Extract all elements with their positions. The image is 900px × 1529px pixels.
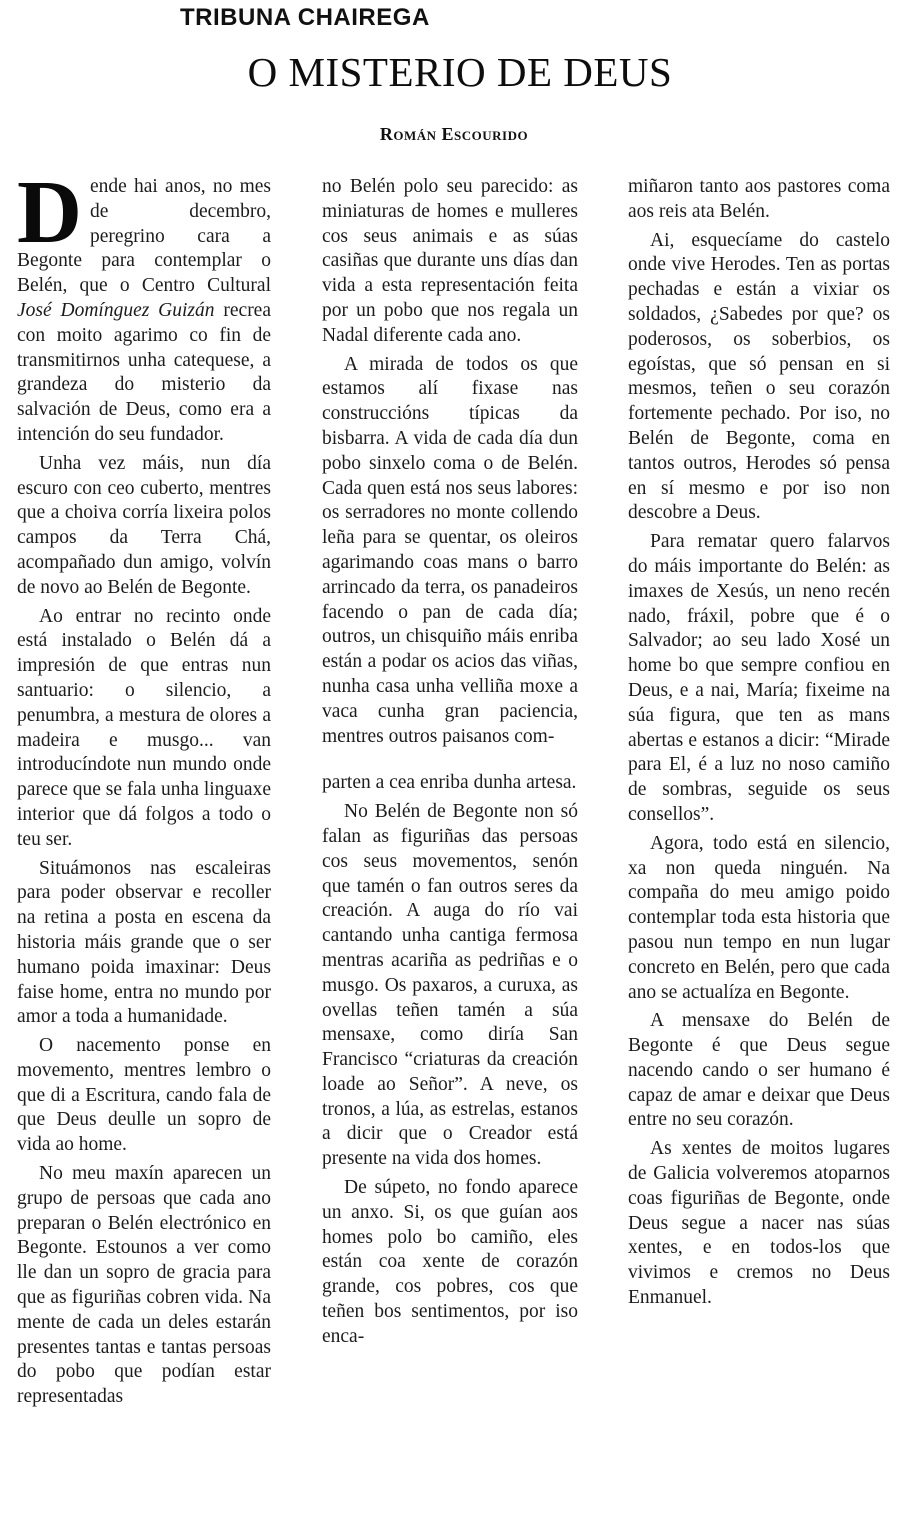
article-paragraph: Unha vez máis, nun día escuro con ceo cuberto, mentres que a choiva corría lixeira polos campos da Terra Chá, acompañado dun amigo, volvín de novo ao Belén de Begonte. — [17, 452, 271, 598]
paragraph-text: recrea con moito agarimo co fin de transmitirnos unha catequese, a grandeza do misterio da salvación de Deus, como era a intención do seu fundador. — [17, 299, 271, 445]
article-paragraph: A mensaxe do Belén de Begonte é que Deus segue nacendo cando o ser humano é capaz de amar e deixar que Deus entre no seu corazón. — [628, 1010, 890, 1131]
article-headline: O MISTERIO DE DEUS — [247, 49, 673, 95]
article-paragraph: De súpeto, no fondo aparece un anxo. Si, os que guían aos homes polo bo camiño, eles están coa xente de corazón grande, cos pobres, cos que teñen bos sentimentos, por iso enca- — [322, 1177, 578, 1347]
article-paragraph: miñaron tanto aos pastores coma aos reis ata Belén. — [628, 176, 890, 222]
article-paragraph: Situámonos nas escaleiras para poder observar e recoller na retina a posta en escena da historia máis grande que o ser humano poida imaxinar: Deus faise home, entra no mundo por amor a toda a humanidade. — [17, 857, 271, 1028]
section-header: TRIBUNA CHAIREGA — [180, 4, 430, 31]
paragraph-text: ende hai anos, no mes de decembro, peregrino cara a Begonte para contemplar o Belén, que o Centro Cultural — [17, 176, 271, 297]
article-paragraph: Ai, esquecíame do castelo onde vive Herodes. Ten as portas pechadas e están a vixiar os soldados, ¿Sabedes por que? os poderosos, os soberbios, os egoístas, que só pensan en si mesmos, teñen o seu corazón fortemente pechado. Por iso, no Belén de Begonte, coma en tantos outros, Herodes só pensa en sí mesmo e por iso non descobre a Deus. — [628, 229, 890, 524]
article-paragraph — [17, 163, 271, 448]
article-paragraph: As xentes de moitos lugares de Galicia volveremos atoparnos coas figuriñas de Begonte, onde Deus segue a nacer nas súas xentes, e en todos-los que vivimos e cremos no Deus Enmanuel. — [628, 1138, 890, 1309]
article-paragraph: O nacemento ponse en movemento, mentres lembro o que di a Escritura, cando fala de que Deus deulle un sopro de vida ao home. — [17, 1035, 271, 1156]
article-paragraph: Agora, todo está en silencio, xa non queda ninguén. Na compaña do meu amigo poido contemplar toda esta historia que pasou nun tempo en nun lugar concreto en Belén, pero que cada ano se actualíza en Begonte. — [628, 832, 890, 1003]
article-column-3 — [628, 175, 890, 1520]
article-column-1 — [17, 163, 271, 1520]
article-paragraph: No meu maxín aparecen un grupo de persoas que cada ano preparan o Belén electrónico en Begonte. Estounos a ver como lle dan un sopro de gracia para que as figuriñas cobren vida. Na mente de cada un deles estarán presentes tantas e tantas persoas do pobo que podían estar representadas — [17, 1163, 271, 1408]
cultural-centre-name: José Domínguez Guizán — [17, 299, 215, 321]
drop-cap: D — [17, 163, 82, 262]
article-byline: Román Escourido — [379, 124, 529, 144]
article-paragraph: parten a cea enriba dunha artesa. — [322, 772, 577, 794]
article-paragraph: No Belén de Begonte non só falan as figuriñas das persoas cos seus movementos, senón que tamén o fan outros seres da creación. A auga do río vai cantando unha cantiga fermosa mentras acariña as pedriñas e o musgo. Os paxaros, a curuxa, as ovellas teñen tamén a súa mensaxe, como diría San Francisco “criaturas da creación loade ao Señor”. A neve, os tronos, a lúa, as estrelas, estanos a dicir que o Creador está presente na vida dos homes. — [322, 801, 578, 1170]
article-paragraph: Ao entrar no recinto onde está instalado o Belén dá a impresión de que entras nun santuario: o silencio, a penumbra, a mestura de olores a madeira e musgo... van introducíndote nun mundo onde parece que se fala unha linguaxe interior que dá folgos a todo o teu ser. — [17, 605, 271, 850]
article-paragraph: Para rematar quero falarvos do máis importante do Belén: as imaxes de Xesús, un neno recén nado, fráxil, pobre que é o Salvador; ao seu lado Xosé un home bo que sempre confiou en Deus, e a nai, María; fixeime na súa figura, que ten as mans abertas e estanos a dicir: “Mirade para El, é a luz no noso camiño de sombras, seguide os seus consellos”. — [628, 531, 890, 825]
article-paragraph: A mirada de todos os que estamos alí fixase nas construccións típicas da bisbarra. A vida de cada día dun pobo sinxelo coma o de Belén. Cada quen está nos seus labores: os serradores no monte collendo leña para se quentar, os oleiros agarimando coas mans o barro arrincado da terra, os panadeiros facendo o pan de cada día; outros, un chisquiño máis enriba están a podar os acios das viñas, nunha casa unha velliña moxe a vaca cunha gran paciencia, mentres outros paisanos com- — [322, 353, 578, 747]
article-paragraph: no Belén polo seu parecido: as miniaturas de homes e mulleres cos seus animais e as súas casiñas que durante uns días dan vida a esta representación feita por un pobo que nos regala un Nadal diferente cada ano. — [322, 176, 578, 346]
article-column-2 — [322, 175, 578, 1520]
